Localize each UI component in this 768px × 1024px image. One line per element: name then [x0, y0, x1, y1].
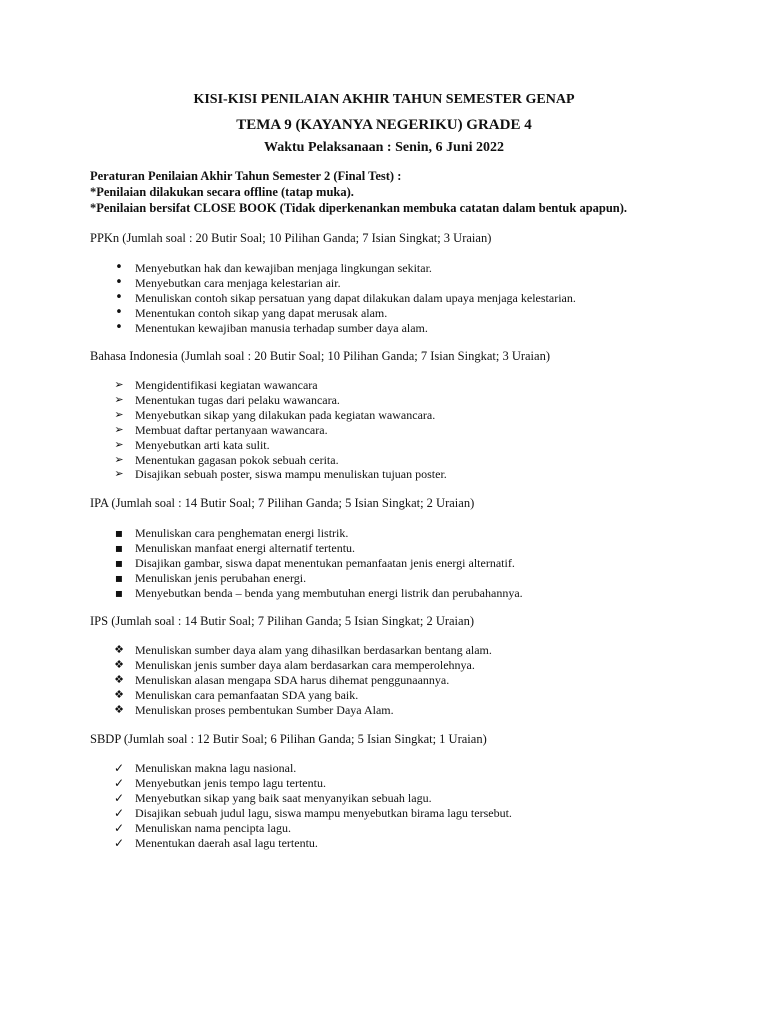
rule-item: *Penilaian bersifat CLOSE BOOK (Tidak diperkenankan membuka catatan dalam bentuk apapun).: [90, 201, 628, 215]
list-item: ❖ Menuliskan proses pembentukan Sumber Daya Alam.: [112, 703, 492, 718]
arrow-bullet-icon: [112, 453, 126, 469]
list-item: ▪ Menyebutkan benda – benda yang membutuhan energi listrik dan perubahannya.: [112, 586, 523, 601]
list-item: • Menuliskan contoh sikap persatuan yang dapat dilakukan dalam upaya menjaga kelestarian.: [112, 291, 576, 306]
list-item: ➢ Disajikan sebuah poster, siswa mampu menuliskan tujuan poster.: [112, 467, 447, 482]
list-item: ❖ Menuliskan sumber daya alam yang dihasilkan berdasarkan bentang alam.: [112, 643, 492, 658]
arrow-bullet-icon: [112, 408, 126, 424]
section-heading-sbdp: SBDP (Jumlah soal : 12 Butir Soal; 6 Pilihan Ganda; 5 Isian Singkat; 1 Uraian): [90, 732, 487, 746]
list-item: ▪ Menuliskan jenis perubahan energi.: [112, 571, 523, 586]
diamond-bullet-icon: [112, 658, 126, 674]
section-list-ppkn: [112, 261, 576, 336]
list-item: ➢ Menentukan tugas dari pelaku wawancara.: [112, 393, 447, 408]
list-item: • Menyebutkan hak dan kewajiban menjaga lingkungan sekitar.: [112, 261, 576, 276]
arrow-bullet-icon: [112, 438, 126, 454]
exam-rules: [90, 168, 627, 216]
bullet-dot-icon: [112, 321, 126, 337]
list-item: • Menentukan contoh sikap yang dapat merusak alam.: [112, 306, 576, 321]
exam-date: Waktu Pelaksanaan : Senin, 6 Juni 2022: [263, 140, 504, 155]
section-list-ipa: [112, 526, 523, 601]
list-item: ✓ Menuliskan nama pencipta lagu.: [112, 821, 512, 836]
rules-heading: Peraturan Penilaian Akhir Tahun Semester 2 (Final Test) :: [90, 169, 402, 183]
list-item: ❖ Menuliskan cara pemanfaatan SDA yang baik.: [112, 688, 492, 703]
list-item: ➢ Mengidentifikasi kegiatan wawancara: [112, 378, 447, 393]
section-list-bahasa-indonesia: [112, 378, 447, 482]
list-item: • Menentukan kewajiban manusia terhadap sumber daya alam.: [112, 321, 576, 336]
diamond-bullet-icon: [112, 703, 126, 719]
section-list-sbdp: [112, 761, 512, 850]
section-heading-ips: IPS (Jumlah soal : 14 Butir Soal; 7 Pilihan Ganda; 5 Isian Singkat; 2 Uraian): [90, 614, 474, 628]
list-item: ❖ Menuliskan jenis sumber daya alam berdasarkan cara memperolehnya.: [112, 658, 492, 673]
list-item: ➢ Menyebutkan sikap yang dilakukan pada kegiatan wawancara.: [112, 408, 447, 423]
list-item: ✓ Menentukan daerah asal lagu tertentu.: [112, 836, 512, 851]
list-item: ▪ Menuliskan cara penghematan energi listrik.: [112, 526, 523, 541]
arrow-bullet-icon: [112, 467, 126, 483]
section-heading-ipa: IPA (Jumlah soal : 14 Butir Soal; 7 Pilihan Ganda; 5 Isian Singkat; 2 Uraian): [90, 496, 475, 510]
arrow-bullet-icon: [112, 423, 126, 439]
list-item: ➢ Membuat daftar pertanyaan wawancara.: [112, 423, 447, 438]
square-bullet-icon: [112, 586, 126, 603]
checkmark-icon: [112, 836, 126, 853]
document-subtitle: TEMA 9 (KAYANYA NEGERIKU) GRADE 4: [236, 117, 532, 133]
diamond-bullet-icon: [112, 688, 126, 704]
section-list-ips: [112, 643, 492, 718]
list-item: • Menyebutkan cara menjaga kelestarian air.: [112, 276, 576, 291]
rule-item: *Penilaian dilakukan secara offline (tatap muka).: [90, 185, 354, 199]
list-item: ❖ Menuliskan alasan mengapa SDA harus dihemat penggunaannya.: [112, 673, 492, 688]
arrow-bullet-icon: [112, 378, 126, 394]
list-item: ✓ Menyebutkan sikap yang baik saat menyanyikan sebuah lagu.: [112, 791, 512, 806]
diamond-bullet-icon: [112, 673, 126, 689]
arrow-bullet-icon: [112, 393, 126, 409]
section-heading-bahasa-indonesia: Bahasa Indonesia (Jumlah soal : 20 Butir Soal; 10 Pilihan Ganda; 7 Isian Singkat; 3 Uraian): [90, 349, 550, 363]
section-heading-ppkn: PPKn (Jumlah soal : 20 Butir Soal; 10 Pilihan Ganda; 7 Isian Singkat; 3 Uraian): [90, 231, 492, 245]
list-item: ➢ Menyebutkan arti kata sulit.: [112, 438, 447, 453]
document-title: KISI-KISI PENILAIAN AKHIR TAHUN SEMESTER GENAP: [193, 92, 575, 107]
diamond-bullet-icon: [112, 643, 126, 659]
list-item: ✓ Menyebutkan jenis tempo lagu tertentu.: [112, 776, 512, 791]
list-item: ➢ Menentukan gagasan pokok sebuah cerita.: [112, 453, 447, 468]
list-item: ✓ Menuliskan makna lagu nasional.: [112, 761, 512, 776]
list-item: ✓ Disajikan sebuah judul lagu, siswa mampu menyebutkan birama lagu tersebut.: [112, 806, 512, 821]
list-item: ▪ Menuliskan manfaat energi alternatif tertentu.: [112, 541, 523, 556]
list-item: ▪ Disajikan gambar, siswa dapat menentukan pemanfaatan jenis energi alternatif.: [112, 556, 523, 571]
